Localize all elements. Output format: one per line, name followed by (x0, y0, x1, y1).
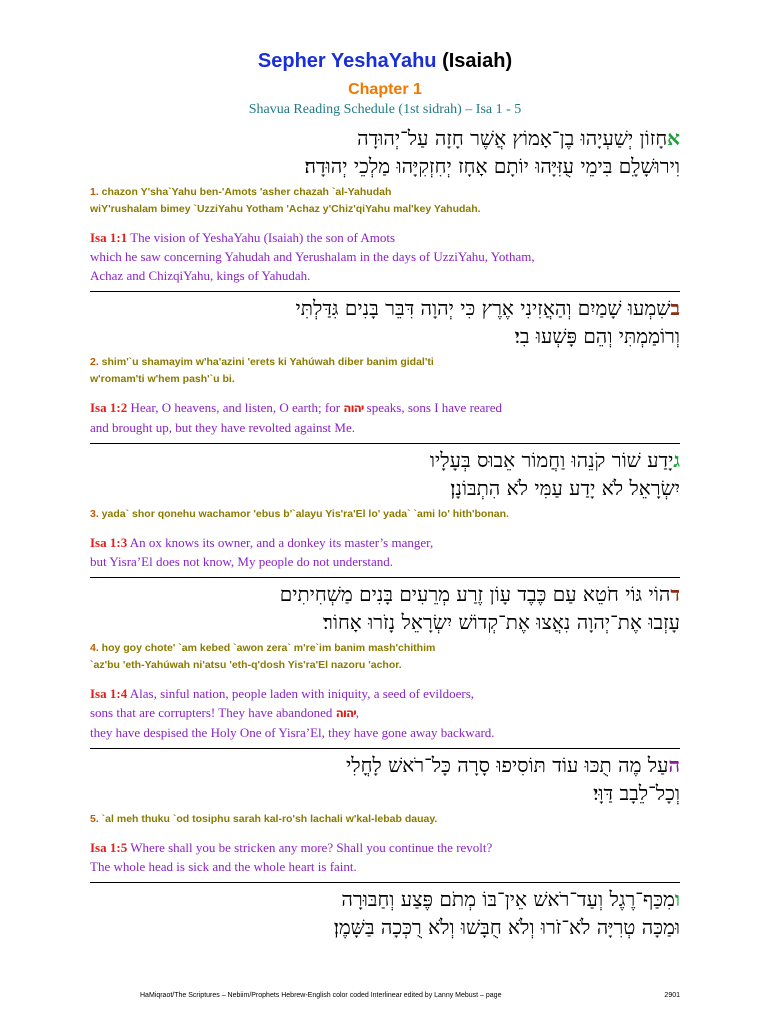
divider (90, 443, 680, 444)
verse-block (90, 294, 680, 444)
english-line: The vision of YeshaYahu (Isaiah) the son of Amots (130, 230, 396, 245)
verse-block (90, 124, 680, 292)
verse-block (90, 580, 680, 749)
hebrew-line: וְרוֹמַמְתִּי וְהֵם פָּשְׁעוּ בִי׃ (514, 324, 680, 348)
hebrew-line: בשִׁמְעוּ שָׁמַיִם וְהַאֲזִינִי אֶרֶץ כִּי יְהוָה דִּבֵּר בָּנִים גִּדַּלְתִּי (295, 296, 680, 320)
transliteration-line: 4. hoy goy chote' `am kebed `awon zera` m're`im banim mash'chithim (90, 642, 436, 654)
divine-name-glyph: יהוה (343, 401, 364, 415)
transliteration-line: w'romam'ti w'hem pash'`u bi. (90, 373, 235, 385)
divider (90, 882, 680, 883)
verse-ref: Isa 1:5 (90, 840, 128, 855)
english-translation (90, 398, 680, 437)
english-line: but Yisra’El does not know, My people do not understand. (90, 554, 394, 569)
chapter-heading: Chapter 1 (348, 81, 422, 98)
english-line: which he saw concerning Yahudah and Yerushalam in the days of UzziYahu, Yotham, (90, 249, 535, 264)
hebrew-line: גיָדַע שׁוֹר קֹנֵהוּ וַחֲמוֹר אֵבוּס בְּעָלָיו (429, 448, 680, 472)
verse-ref: Isa 1:3 (90, 535, 128, 550)
hebrew-line: עָזְבוּ אֶת־יְהוָה נִאֲצוּ אֶת־קְדוֹשׁ יִשְׂרָאֵל נָזֹרוּ אָחוֹר׃ (323, 610, 680, 634)
hebrew-line: העַל מֶה תֻכּוּ עוֹד תּוֹסִיפוּ סָרָה כָּל־רֹאשׁ לָחֳלִי (346, 753, 680, 777)
hebrew-line: וּמַכָּה טְרִיָּה לֹא־זֹרוּ וְלֹא חֻבָּשׁוּ וְלֹא רֻכְּכָה בַּשָּׁמֶן׃ (333, 915, 680, 939)
book-title (90, 50, 680, 73)
hebrew-line: וְכָל־לֵבָב דַּוָּי׃ (593, 781, 680, 805)
hebrew-line: ומִכַּף־רֶגֶל וְעַד־רֹאשׁ אֵין־בּוֹ מְתֹם פֶּצַע וְחַבּוּרָה (341, 887, 680, 911)
verse-number-letter: ג (673, 448, 680, 472)
english-line: An ox knows its owner, and a donkey its master’s manger, (129, 535, 434, 550)
verse-ref: Isa 1:2 (90, 400, 128, 415)
verse-ref: Isa 1:1 (90, 230, 128, 245)
english-line: Alas, sinful nation, people laden with iniquity, a seed of evildoers, (129, 686, 475, 701)
english-line: The whole head is sick and the whole heart is faint. (90, 859, 357, 874)
hebrew-line: יִשְׂרָאֵל לֹא יָדַע עַמִּי לֹא הִתְבּוֹנָן׃ (450, 476, 680, 500)
verse-number-letter: ו (674, 887, 680, 911)
transliteration-line: 5. `al meh thuku `od tosiphu sarah kal-ro'sh lachali w'kal-lebab dauay. (90, 813, 438, 825)
verse-number-letter: ב (670, 296, 680, 320)
verse-block (90, 446, 680, 578)
transliteration-line: 1. chazon Y'sha`Yahu ben-'Amots 'asher chazah `al-Yahudah (90, 186, 392, 198)
hebrew-line: אחָזוֹן יְשַׁעְיָהוּ בֶן־אָמוֹץ אֲשֶׁר חָזָה עַל־יְהוּדָה (357, 126, 680, 150)
english-translation (90, 838, 680, 876)
divider (90, 748, 680, 749)
transliteration (90, 354, 680, 388)
hebrew-line: וִירוּשָׁלִָם בִּימֵי עֻזִּיָּהוּ יוֹתָם אָחָז יְחִזְקִיָּהוּ מַלְכֵי יְהוּדָה׃ (304, 154, 680, 178)
verse-number: 4. (90, 642, 99, 654)
divider (90, 291, 680, 292)
transliteration-line: 3. yada` shor qonehu wachamor 'ebus b'`alayu Yis'ra'El lo' yada` `ami lo' hith'bonan. (90, 508, 509, 520)
english-translation: Isa 1:4 Alas, sinful nation, people laden with iniquity, a seed of evildoers, sons that are corrupters! They have abandoned יהוה, they have despised the Holy One of Yisra’El, they have gone away backward. (90, 686, 495, 740)
verse-number-letter: א (667, 126, 680, 150)
verse-ref: Isa 1:4 (90, 686, 128, 701)
english-translation (90, 533, 680, 571)
verse-number: 3. (90, 508, 99, 520)
english-line: they have despised the Holy One of Yisra’El, they have gone away backward. (90, 725, 495, 740)
transliteration (90, 506, 680, 523)
scripture-page (90, 0, 680, 941)
transliteration-line: `az'bu 'eth-Yahúwah ni'atsu 'eth-q'dosh Yis'ra'El nazoru 'achor. (90, 659, 402, 671)
page-number: 2901 (664, 992, 680, 999)
english-line: Achaz and ChizqiYahu, kings of Yahudah. (90, 268, 311, 283)
verse-block (90, 751, 680, 883)
english-translation (90, 228, 680, 285)
verse-number: 1. (90, 186, 99, 198)
page-footer (140, 992, 680, 999)
divine-name-glyph: יהוה (335, 706, 356, 720)
hebrew-line: דהוֹי גּוֹי חֹטֵא עַם כֶּבֶד עָוֹן זֶרַע מְרֵעִים בָּנִים מַשְׁחִיתִים (279, 582, 680, 606)
footer-credit: HaMiqraot/The Scriptures – Nebiim/Prophets Hebrew-English color coded Interlinear edited by Lanny Mebust – page (140, 992, 502, 999)
verse-number-letter: ד (670, 582, 680, 606)
transliteration (90, 640, 680, 674)
verse-block (90, 885, 680, 941)
book-title-main: Sepher YeshaYahu (257, 50, 437, 72)
transliteration-line: 2. shim'`u shamayim w'ha'azini 'erets ki Yahúwah diber banim gidal'ti (90, 356, 434, 368)
verse-number: 2. (90, 356, 99, 368)
transliteration-line: wiY'rushalam bimey `UzziYahu Yotham 'Achaz y'Chiz'qiYahu mal'key Yahudah. (90, 203, 481, 215)
transliteration (90, 184, 680, 218)
verse-number-letter: ה (668, 753, 680, 777)
english-line: Where shall you be stricken any more? Shall you continue the revolt? (130, 840, 493, 855)
divider (90, 577, 680, 578)
transliteration (90, 811, 680, 828)
reading-schedule: Shavua Reading Schedule (1st sidrah) – Isa 1 - 5 (248, 102, 522, 117)
english-line: Hear, O heavens, and listen, O earth; for (130, 400, 341, 415)
book-title-english: (Isaiah) (442, 50, 513, 72)
english-line: and brought up, but they have revolted against Me. (90, 420, 355, 435)
verse-number: 5. (90, 813, 99, 825)
english-line: sons that are corrupters! They have abandoned (90, 705, 333, 720)
english-line: speaks, sons I have reared (366, 400, 503, 415)
